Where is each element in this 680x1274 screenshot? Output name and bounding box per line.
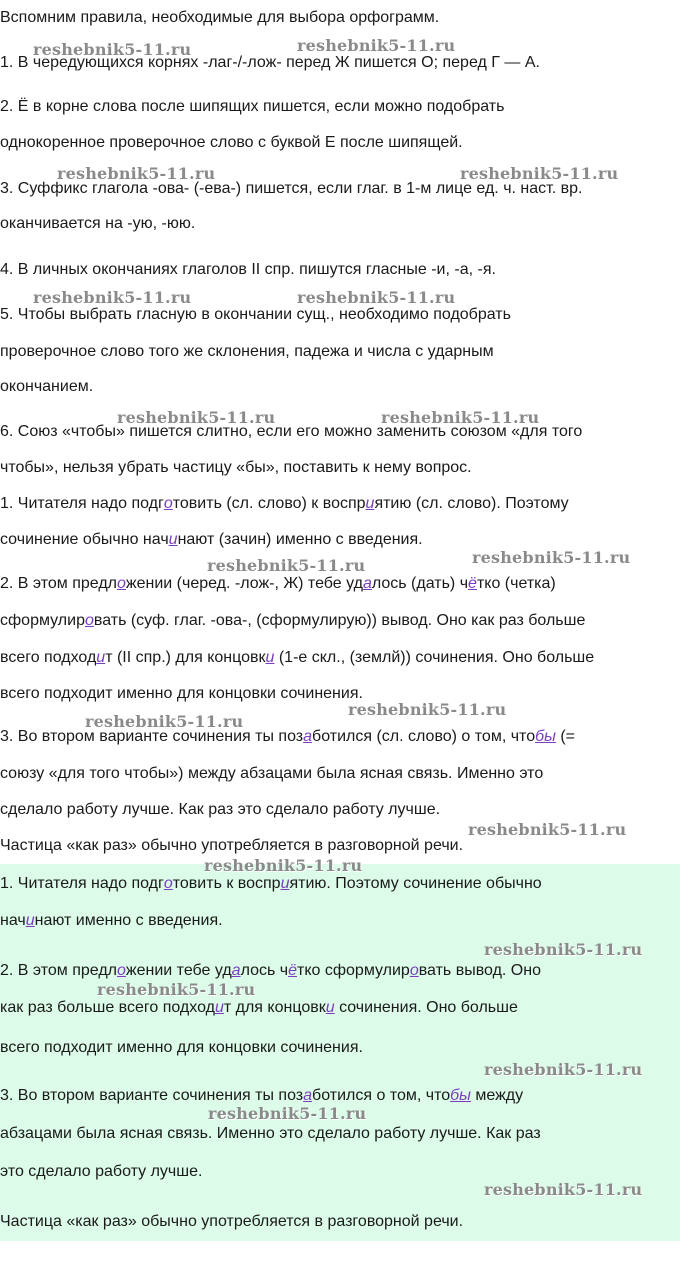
watermark: reshebnik5-11.ru [208, 1104, 367, 1123]
answer-3-line-2: абзацами была ясная связь. Именно это сделало работу лучше. Как раз [0, 1125, 541, 1142]
analysis-1-line-1: 1. Читателя надо подготовить (сл. слово) к восприятию (сл. слово). Поэтому [0, 495, 569, 512]
answer-2-line-2: как раз больше всего подходит для концовки сочинения. Оно больше [0, 999, 518, 1016]
analysis-2-line-4: всего подходит именно для концовки сочинения. [0, 685, 363, 702]
rule-3-line-2: оканчивается на -ую, -юю. [0, 215, 196, 232]
watermark: reshebnik5-11.ru [468, 820, 627, 839]
watermark: reshebnik5-11.ru [117, 408, 276, 427]
answer-3-line-4: Частица «как раз» обычно употребляется в разговорной речи. [0, 1213, 464, 1230]
watermark: reshebnik5-11.ru [348, 700, 507, 719]
rule-5-line-2: проверочное слово того же склонения, падежа и числа с ударным [0, 343, 494, 360]
rule-6-line-2: чтобы», нельзя убрать частицу «бы», поставить к нему вопрос. [0, 459, 472, 476]
watermark: reshebnik5-11.ru [381, 408, 540, 427]
watermark: reshebnik5-11.ru [484, 1180, 643, 1199]
rule-2-line-2: однокоренное проверочное слово с буквой Е после шипящей. [0, 134, 463, 151]
watermark: reshebnik5-11.ru [33, 40, 192, 59]
watermark: reshebnik5-11.ru [207, 556, 366, 575]
analysis-3-line-4: Частица «как раз» обычно употребляется в разговорной речи. [0, 837, 464, 854]
analysis-1-line-2: сочинение обычно начинают (зачин) именно с введения. [0, 531, 423, 548]
rule-5-line-3: окончанием. [0, 378, 94, 395]
rule-6-line-1: 6. Союз «чтобы» пишется слитно, если его можно заменить союзом «для того [0, 423, 583, 440]
watermark: reshebnik5-11.ru [297, 288, 456, 307]
analysis-2-line-3: всего подходит (II спр.) для концовки (1-е скл., (землй)) сочинения. Оно больше [0, 649, 595, 666]
watermark: reshebnik5-11.ru [484, 940, 643, 959]
answer-1-line-2: начинают именно с введения. [0, 912, 223, 929]
analysis-3-line-3: сделало работу лучше. Как раз это сделало работу лучше. [0, 801, 441, 818]
rule-5-line-1: 5. Чтобы выбрать гласную в окончании сущ., необходимо подобрать [0, 306, 511, 323]
analysis-3-line-2: союзу «для того чтобы») между абзацами была ясная связь. Именно это [0, 765, 544, 782]
rule-4: 4. В личных окончаниях глаголов II спр. пишутся гласные -и, -а, -я. [0, 261, 496, 278]
watermark: reshebnik5-11.ru [33, 288, 192, 307]
watermark: reshebnik5-11.ru [297, 36, 456, 55]
rule-1: 1. В чередующихся корнях -лаг-/-лож- перед Ж пишется О; перед Г — А. [0, 54, 540, 71]
watermark: reshebnik5-11.ru [460, 164, 619, 183]
watermark: reshebnik5-11.ru [484, 1060, 643, 1079]
intro-text: Вспомним правила, необходимые для выбора орфограмм. [0, 9, 440, 26]
watermark: reshebnik5-11.ru [97, 980, 256, 999]
watermark: reshebnik5-11.ru [204, 856, 363, 875]
watermark: reshebnik5-11.ru [472, 548, 631, 567]
rule-3-line-1: 3. Суффикс глагола -ова- (-ева-) пишется, если глаг. в 1-м лице ед. ч. наст. вр. [0, 180, 583, 197]
watermark: reshebnik5-11.ru [85, 712, 244, 731]
analysis-2-line-2: сформулировать (суф. глаг. -ова-, (сформулирую)) вывод. Оно как раз больше [0, 612, 586, 629]
answer-2-line-1: 2. В этом предложении тебе удалось чётко сформулировать вывод. Оно [0, 962, 541, 979]
answer-1-line-1: 1. Читателя надо подготовить к восприятию. Поэтому сочинение обычно [0, 875, 542, 892]
analysis-3-line-1: 3. Во втором варианте сочинения ты позаботился (сл. слово) о том, чтобы (= [0, 728, 575, 745]
analysis-2-line-1: 2. В этом предложении (черед. -лож-, Ж) тебе удалось (дать) чётко (четка) [0, 575, 556, 592]
watermark: reshebnik5-11.ru [57, 164, 216, 183]
answer-3-line-1: 3. Во втором варианте сочинения ты позаботился о том, чтобы между [0, 1087, 524, 1104]
answer-3-line-3: это сделало работу лучше. [0, 1163, 203, 1180]
answer-2-line-3: всего подходит именно для концовки сочинения. [0, 1039, 363, 1056]
rule-2-line-1: 2. Ё в корне слова после шипящих пишется, если можно подобрать [0, 98, 505, 115]
